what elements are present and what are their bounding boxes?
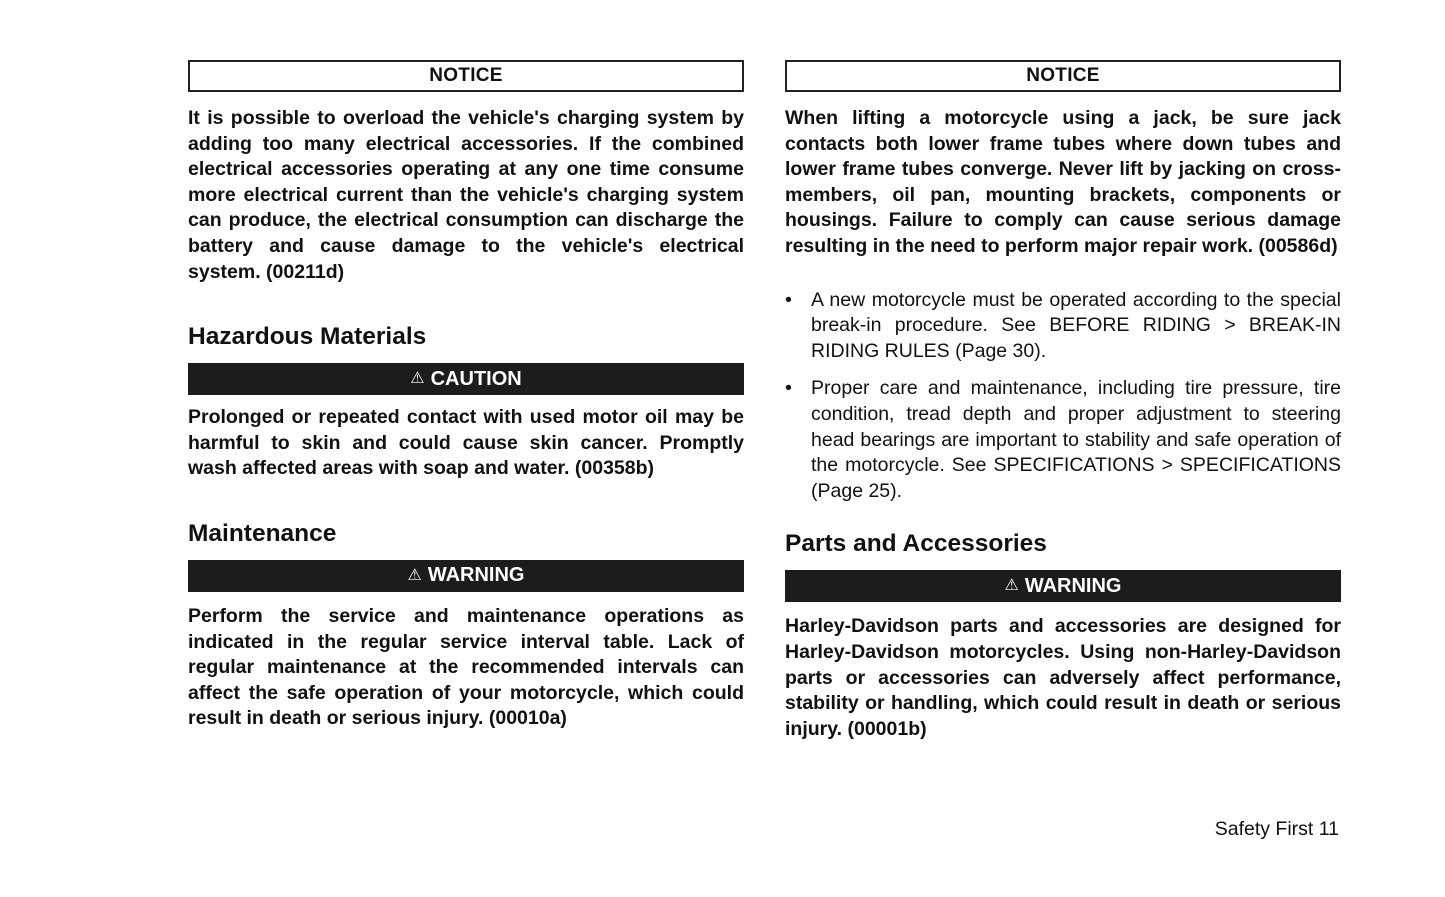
maintenance-heading: Maintenance	[188, 519, 337, 547]
notice-label: NOTICE	[429, 65, 503, 86]
warning-banner	[785, 570, 1341, 602]
left-column	[188, 60, 744, 732]
warning-text: Perform the service and maintenance operations as indicated in the regular service interval table. Lack of regular maintenance at the recommended intervals can affect the safe operation of your motorcycle, which could result in death or serious injury. (00010a)	[188, 604, 744, 730]
notice-label: NOTICE	[1026, 65, 1100, 86]
bullet-icon: •	[785, 377, 792, 400]
hazardous-materials-heading: Hazardous Materials	[188, 323, 427, 351]
warning-triangle-icon: ⚠	[410, 370, 425, 388]
bullet-text: A new motorcycle must be operated according to the special break-in procedure. See BEFORE RIDING > BREAK-IN RIDING RULES (Page 30).	[811, 288, 1341, 362]
notice-text: It is possible to overload the vehicle's charging system by adding too many electrical accessories. If the combined electrical accessories operating at any one time consume more electrical current than the vehicle's charging system can produce, the electrical consumption can discharge the battery and cause damage to the vehicle's electrical system. (00211d)	[188, 107, 744, 283]
info-bullet-list	[785, 288, 1341, 505]
caution-text: Prolonged or repeated contact with used motor oil may be harmful to skin and could cause skin cancer. Promptly wash affected areas with soap and water. (00358b)	[188, 406, 744, 480]
page-footer: Safety First 11	[1214, 818, 1339, 840]
warning-label: WARNING	[427, 564, 525, 587]
warning-text: Harley-Davidson parts and accessories are designed for Harley-Davidson motorcycles. Using non-Harley-Davidson parts or accessories can adversely affect performance, stability or handling, which could result in death or serious injury. (00001b)	[785, 615, 1341, 740]
warning-label: WARNING	[1024, 574, 1122, 597]
warning-banner	[188, 560, 744, 592]
bullet-text: Proper care and maintenance, including tire pressure, tire condition, tread depth and proper adjustment to steering head bearings are important to stability and safe operation of the motorcycle. See SPECIFICATIONS > SPECIFICATIONS (Page 25).	[811, 377, 1341, 502]
bullet-icon: •	[785, 288, 792, 311]
notice-header	[785, 60, 1341, 92]
warning-triangle-icon: ⚠	[407, 566, 422, 584]
notice-text: When lifting a motorcycle using a jack, be sure jack contacts both lower frame tubes where down tubes and lower frame tubes converge. Never lift by jacking on cross-members, oil pan, mounting brackets, components or housings. Failure to comply can cause serious damage resulting in the need to perform major repair work. (00586d)	[785, 107, 1341, 257]
parts-accessories-heading: Parts and Accessories	[785, 530, 1047, 558]
warning-triangle-icon: ⚠	[1004, 577, 1019, 595]
notice-header	[188, 60, 744, 92]
caution-label: CAUTION	[430, 367, 522, 390]
right-column	[785, 60, 1341, 742]
list-item	[785, 376, 1341, 504]
list-item	[785, 288, 1341, 365]
caution-banner	[188, 363, 744, 395]
